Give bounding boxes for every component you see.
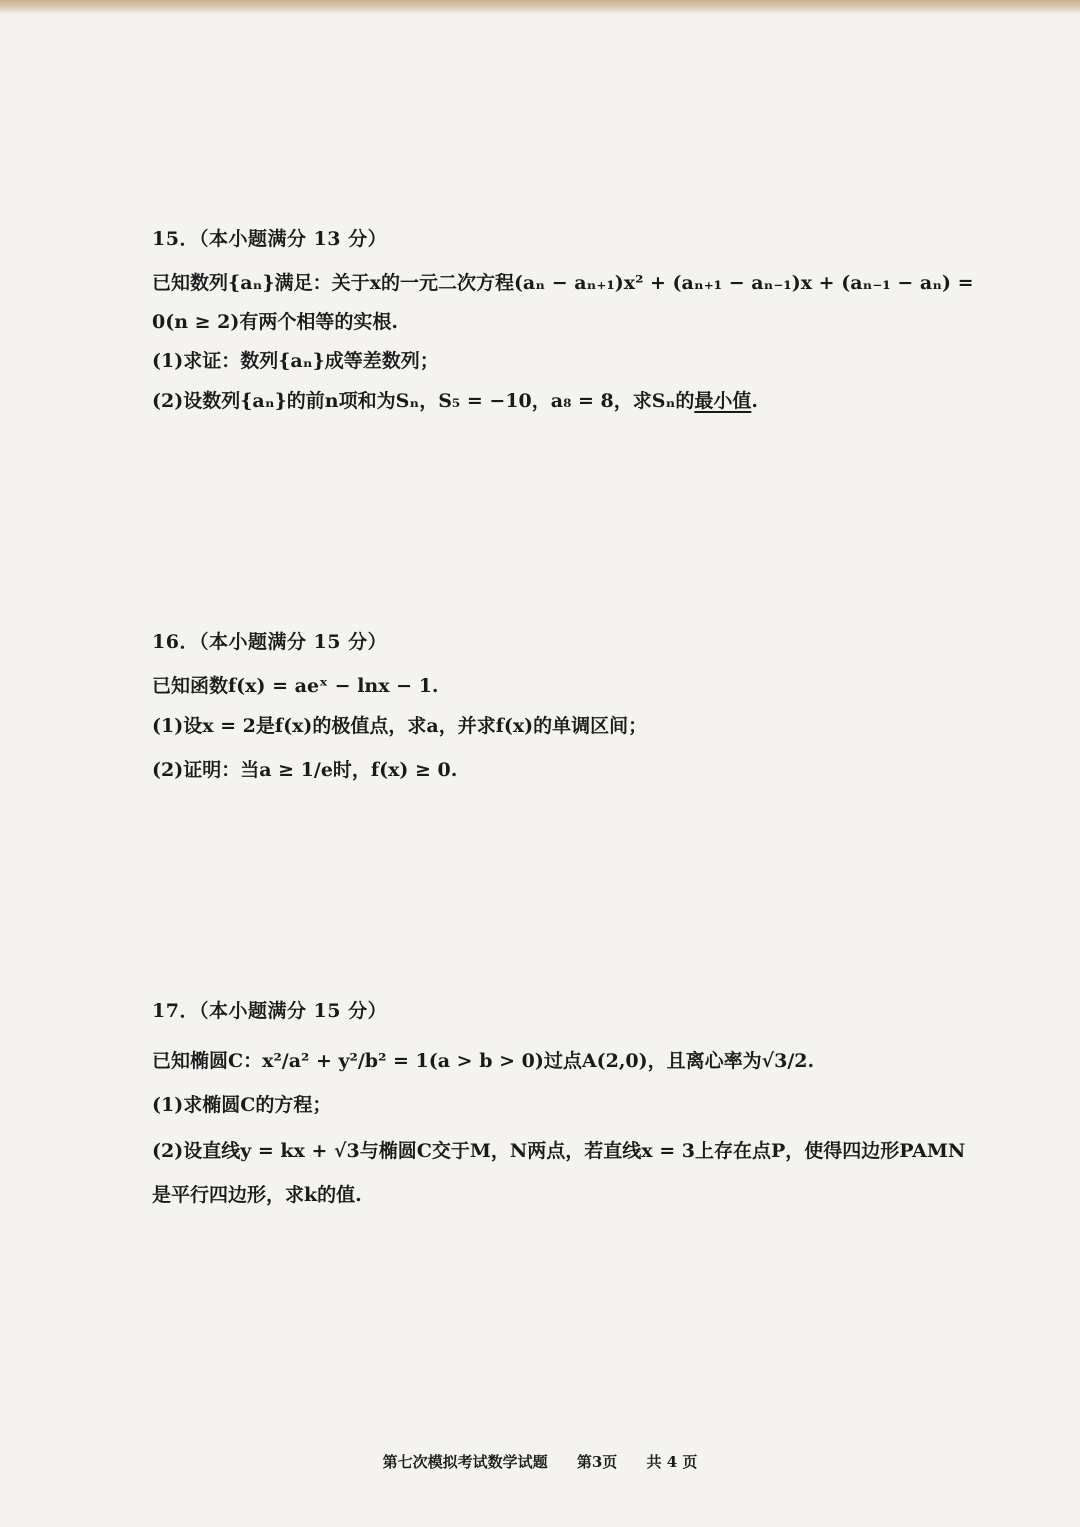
question-16-part-2: (2)证明：当a ≥ 1/e时，f(x) ≥ 0. [152,759,458,781]
question-15 [152,224,982,413]
question-15-heading: 15．（本小题满分 13 分） [152,228,388,250]
question-15-part-1: (1)求证：数列{aₙ}成等差数列； [152,350,439,372]
question-17 [152,996,982,1207]
footer-exam-title: 第七次模拟考试数学试题 [382,1453,548,1471]
footer-page-total: 共 4 页 [646,1453,698,1471]
question-17-part-2: (2)设直线y = kx + √3与椭圆C交于M，N两点，若直线x = 3上存在点P，使得四边形PAMN [152,1140,966,1162]
question-17-part-1: (1)求椭圆C的方程； [152,1094,332,1116]
question-16-heading: 16．（本小题满分 15 分） [152,631,388,653]
question-15-line-1: 已知数列{aₙ}满足：关于x的一元二次方程(aₙ − aₙ₊₁)x² + (aₙ₊₁ − aₙ₋₁)x + (aₙ₋₁ − aₙ) = [152,272,974,294]
question-15-line-2: 0(n ≥ 2)有两个相等的实根. [152,311,398,333]
question-17-part-2-cont: 是平行四边形，求k的值. [152,1184,362,1206]
question-17-line-1: 已知椭圆C：x²/a² + y²/b² = 1(a > b > 0)过点A(2,0)，且离心率为√3/2. [152,1050,815,1072]
question-17-heading: 17．（本小题满分 15 分） [152,1000,388,1022]
page-top-edge [0,0,1080,14]
page-footer [0,1451,1080,1472]
question-16-line-1: 已知函数f(x) = aeˣ − lnx − 1. [152,675,439,697]
question-15-part-2-end: . [751,390,758,412]
question-15-part-2-underlined: 最小值 [694,390,752,412]
question-16-part-1: (1)设x = 2是f(x)的极值点，求a，并求f(x)的单调区间； [152,715,648,737]
question-15-part-2-text: (2)设数列{aₙ}的前n项和为Sₙ，S₅ = −10，a₈ = 8，求Sₙ的 [152,390,695,412]
question-15-part-2 [152,389,982,413]
question-16 [152,627,982,782]
footer-page-number: 第3页 [576,1453,618,1471]
